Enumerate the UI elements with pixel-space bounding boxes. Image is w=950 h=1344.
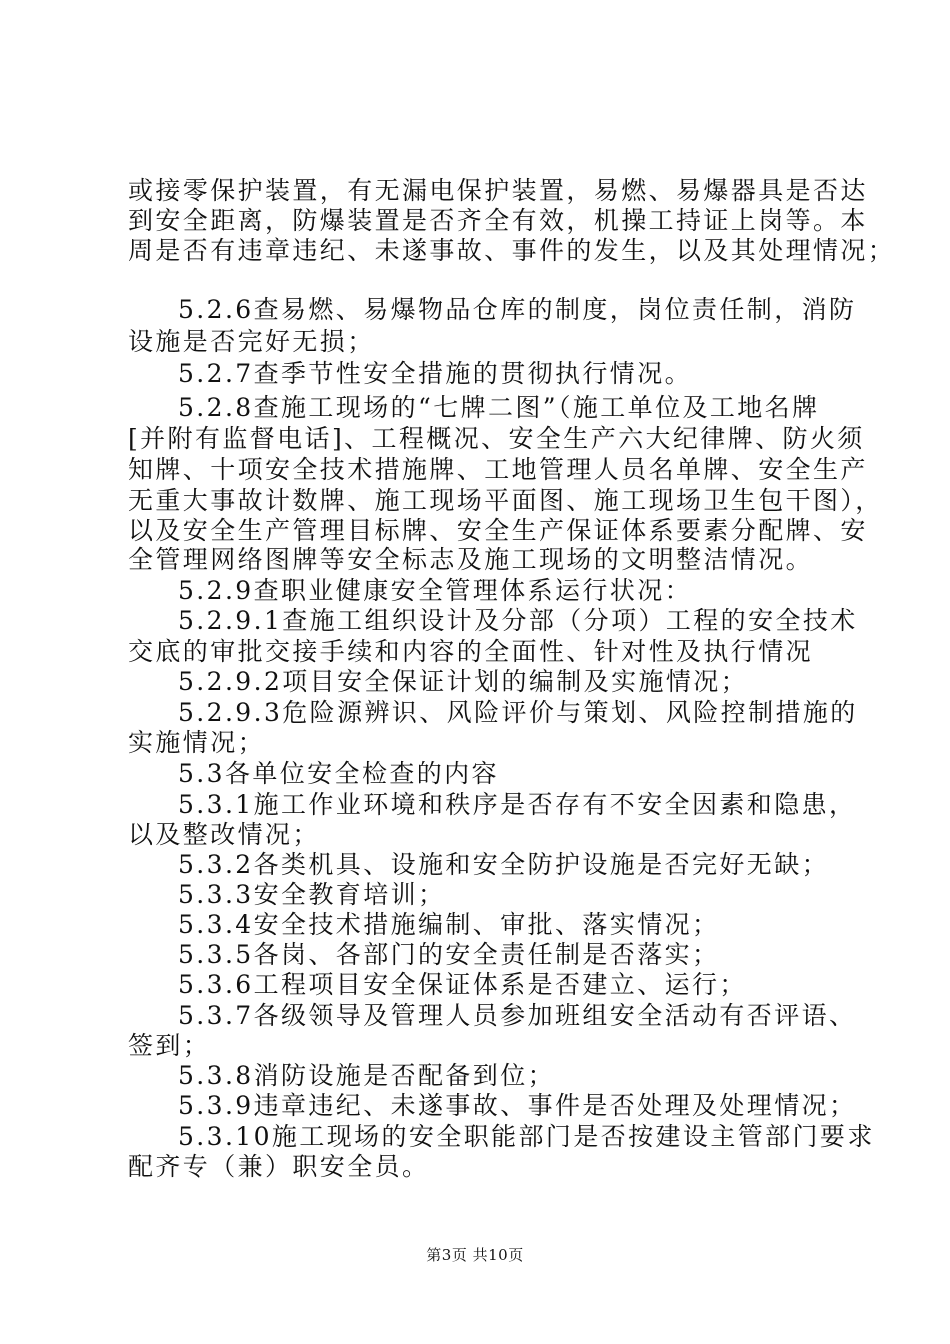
paragraph-line: 配齐专（兼）职安全员。	[128, 1152, 430, 1181]
section-5-3-9: 5.3.9违章违纪、未遂事故、事件是否处理及处理情况；	[178, 1091, 857, 1120]
section-5-3-heading: 5.3各单位安全检查的内容	[178, 759, 499, 788]
paragraph-line: 或接零保护装置，有无漏电保护装置，易燃、易爆器具是否达	[128, 176, 868, 205]
paragraph-line: 全管理网络图牌等安全标志及施工现场的文明整洁情况。	[128, 545, 814, 574]
paragraph-line: 周是否有违章违纪、未遂事故、事件的发生，以及其处理情况；	[128, 236, 896, 265]
section-5-2-9-2: 5.2.9.2项目安全保证计划的编制及实施情况；	[178, 667, 749, 696]
paragraph-line: 实施情况；	[128, 728, 266, 757]
section-5-3-8: 5.3.8消防设施是否配备到位；	[178, 1061, 556, 1090]
section-5-3-10: 5.3.10施工现场的安全职能部门是否按建设主管部门要求	[178, 1122, 875, 1151]
paragraph-line: 以及安全生产管理目标牌、安全生产保证体系要素分配牌、安	[128, 516, 868, 545]
paragraph-line: 交底的审批交接手续和内容的全面性、针对性及执行情况	[128, 637, 814, 666]
section-5-3-6: 5.3.6工程项目安全保证体系是否建立、运行；	[178, 970, 747, 999]
paragraph-line: 签到；	[128, 1031, 211, 1060]
paragraph-line: 到安全距离，防爆装置是否齐全有效，机操工持证上岗等。本	[128, 206, 868, 235]
section-5-3-1: 5.3.1施工作业环境和秩序是否存有不安全因素和隐患，	[178, 790, 857, 819]
paragraph-line: 设施是否完好无损；	[128, 327, 375, 356]
paragraph-line: [并附有监督电话]、工程概况、安全生产六大纪律牌、防火须	[128, 424, 865, 453]
section-5-3-5: 5.3.5各岗、各部门的安全责任制是否落实；	[178, 940, 720, 969]
section-5-3-4: 5.3.4安全技术措施编制、审批、落实情况；	[178, 910, 720, 939]
section-5-3-7: 5.3.7各级领导及管理人员参加班组安全活动有否评语、	[178, 1001, 857, 1030]
section-5-2-8: 5.2.8查施工现场的“七牌二图”（施工单位及工地名牌	[178, 393, 820, 422]
paragraph-line: 知牌、十项安全技术措施牌、工地管理人员名单牌、安全生产	[128, 455, 868, 484]
paragraph-line: 无重大事故计数牌、施工现场平面图、施工现场卫生包干图），	[128, 486, 883, 515]
section-5-2-6: 5.2.6查易燃、易爆物品仓库的制度，岗位责任制，消防	[178, 295, 857, 324]
section-5-2-7: 5.2.7查季节性安全措施的贯彻执行情况。	[178, 359, 693, 388]
section-5-2-9-3: 5.2.9.3危险源辨识、风险评价与策划、风险控制措施的	[178, 698, 858, 727]
section-5-2-9: 5.2.9查职业健康安全管理体系运行状况：	[178, 576, 693, 605]
section-5-2-9-1: 5.2.9.1查施工组织设计及分部（分项）工程的安全技术	[178, 606, 858, 635]
section-5-3-3: 5.3.3安全教育培训；	[178, 880, 446, 909]
paragraph-line: 以及整改情况；	[128, 820, 320, 849]
section-5-3-2: 5.3.2各类机具、设施和安全防护设施是否完好无缺；	[178, 850, 830, 879]
page-footer: 第3页 共10页	[426, 1246, 524, 1264]
